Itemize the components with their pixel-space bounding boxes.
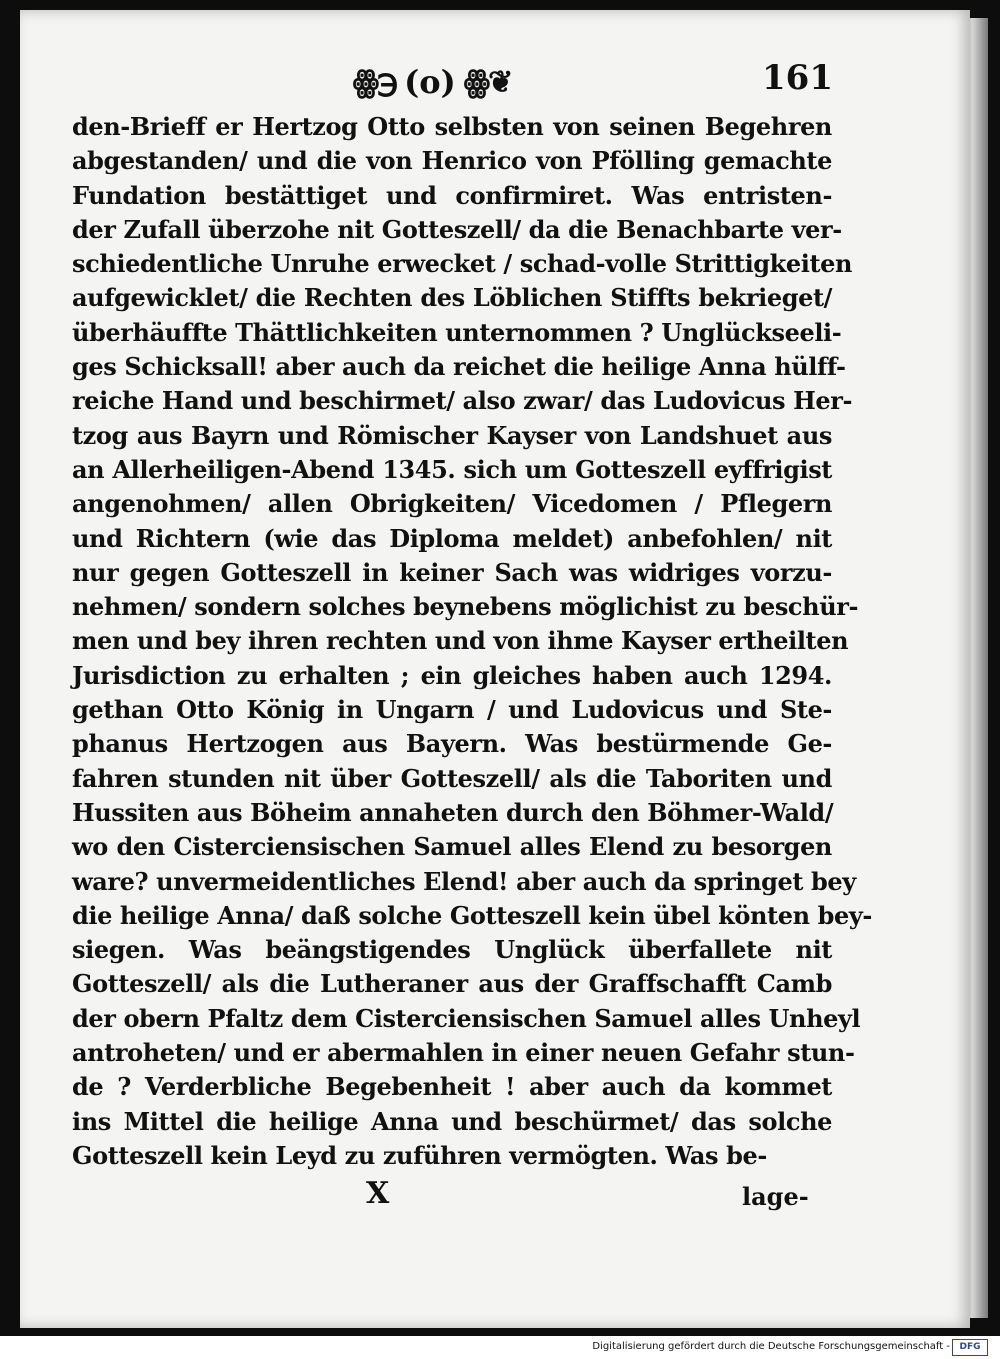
dfg-logo-icon: DFG [952, 1339, 988, 1356]
text-line: men und bey ihren rechten und von ihme Kayser ertheilten [72, 626, 849, 656]
text-line: de ? Verderbliche Begebenheit ! aber auch da kommet [72, 1072, 832, 1102]
text-line: aufgewicklet/ die Rechten des Löblichen Stiffts bekrieget/ [72, 283, 832, 313]
header-ornament-left: ꙮ℈ [352, 64, 397, 100]
header-marker: (o) [404, 63, 456, 101]
text-line: ware? unvermeidentliches Elend! aber auch da springet bey [72, 866, 856, 896]
text-line: siegen. Was beängstigendes Unglück überfallete nit [72, 935, 832, 965]
text-line: antroheten/ und er abermahlen in einer neuen Gefahr stun- [72, 1038, 855, 1068]
text-line: Gotteszell kein Leyd zu zuführen vermögten. Was be- [72, 1140, 767, 1170]
text-line: wo den Cisterciensischen Samuel alles Elend zu besorgen [72, 832, 832, 862]
text-line: Jurisdiction zu erhalten ; ein gleiches haben auch 1294. [72, 660, 832, 690]
footer-bar [0, 1336, 1000, 1359]
page-number: 161 [762, 58, 833, 98]
book-page [20, 10, 970, 1328]
header-ornament-right: ꙮ❦ [463, 64, 512, 100]
text-line: phanus Hertzogen aus Bayern. Was bestürmende Ge- [72, 729, 832, 759]
text-line: die heilige Anna/ daß solche Gotteszell kein übel könten bey- [72, 900, 872, 930]
text-line: gethan Otto König in Ungarn / und Ludovicus und Ste- [72, 695, 832, 725]
text-line: nur gegen Gotteszell in keiner Sach was widriges vorzu- [72, 557, 832, 587]
page-header [312, 62, 552, 102]
text-line: und Richtern (wie das Diploma meldet) anbefohlen/ nit [72, 523, 832, 553]
funding-credit: Digitalisierung gefördert durch die Deutsche Forschungsgemeinschaft - [592, 1341, 950, 1352]
text-line: den-Brieff er Hertzog Otto selbsten von seinen Begehren [72, 112, 832, 141]
text-line: tzog aus Bayrn und Römischer Kayser von Landshuet aus [72, 420, 832, 450]
text-line: abgestanden/ und die von Henrico von Pfölling gemachte [72, 146, 832, 176]
text-line: nehmen/ sondern solches beynebens möglichist zu beschür- [72, 592, 859, 622]
text-line: der obern Pfaltz dem Cisterciensischen Samuel alles Unheyl [72, 1003, 861, 1033]
text-line: Gotteszell/ als die Lutheraner aus der Graffschafft Camb [72, 969, 832, 999]
text-line: angenohmen/ allen Obrigkeiten/ Vicedomen / Pflegern [72, 489, 832, 519]
text-line: ins Mittel die heilige Anna und beschürmet/ das solche [72, 1106, 832, 1136]
text-line: Fundation bestättiget und confirmiret. Was entristen- [72, 180, 832, 210]
catchword: lage- [742, 1182, 809, 1211]
text-line: schiedentliche Unruhe erwecket / schad-volle Strittigkeiten [72, 249, 853, 279]
text-line: ges Schicksall! aber auch da reichet die heilige Anna hülff- [72, 352, 846, 382]
body-text [72, 110, 872, 1173]
text-line: an Allerheiligen-Abend 1345. sich um Gotteszell eyffrigist [72, 454, 832, 484]
text-line: reiche Hand und beschirmet/ also zwar/ das Ludovicus Her- [72, 386, 853, 416]
text-line: überhäuffte Thättlichkeiten unternommen ? Unglückseeli- [72, 317, 842, 347]
text-line: fahren stunden nit über Gotteszell/ als die Taboriten und [72, 763, 832, 793]
text-line: der Zufall überzohe nit Gotteszell/ da die Benachbarte ver- [72, 214, 842, 244]
text-line: Hussiten aus Böheim annaheten durch den Böhmer-Wald/ [72, 797, 834, 827]
signature-mark: X [366, 1176, 390, 1211]
